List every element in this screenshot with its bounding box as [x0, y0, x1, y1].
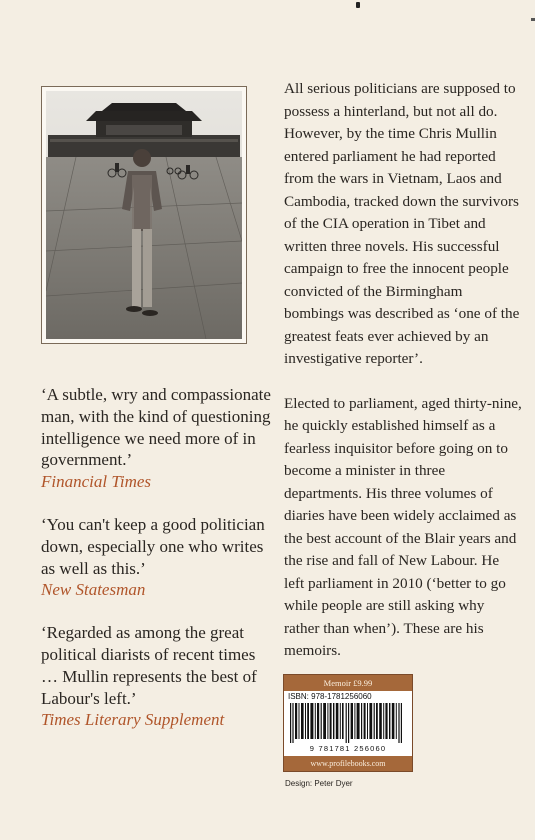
quote-source: Times Literary Supplement	[41, 710, 225, 730]
review-quote	[41, 514, 276, 601]
barcode-block	[283, 674, 413, 772]
quote-text: ‘Regarded as among the great political diarists of recent times … Mullin represents the best of Labour's left.’	[41, 623, 257, 708]
blurb-paragraph: All serious politicians are supposed to possess a hinterland, but not all do. However, by the time Chris Mullin entered parliament he had reported from the wars in Vietnam, Laos and Cambodia, tracked down the survivors of the CIA operation in Tibet and written three novels. His successful campaign to free the innocent people convicted of the Birmingham bombings was described as ‘one of the greatest feats ever achieved by an investigative reporter’.	[284, 80, 520, 367]
category-price: Memoir £9.99	[284, 675, 412, 691]
quote-text: ‘You can't keep a good politician down, especially one who writes as well as this.’	[41, 514, 265, 578]
barcode-icon	[288, 703, 408, 743]
isbn-label: ISBN: 978-1781256060	[288, 692, 372, 701]
review-quotes	[41, 384, 276, 752]
author-photo-image	[46, 91, 242, 339]
blurb-paragraph: Elected to parliament, aged thirty-nine, he quickly established himself as a fearless inquisitor before going on to become a minister in three departments. His three volumes of diaries have been widely acclaimed as the best account of the Blair years and the rise and fall of New Labour. He left parliament in 2010 (‘better to go while people are still asking why rather than when’). These are his memoirs.	[284, 394, 522, 659]
quote-source: Financial Times	[41, 472, 152, 492]
quote-source: New Statesman	[41, 580, 146, 600]
author-blurb	[284, 78, 522, 663]
barcode-digits: 9 781781 256060	[309, 744, 387, 753]
print-mark	[531, 18, 535, 21]
print-mark	[356, 2, 360, 8]
author-photo	[41, 86, 247, 344]
design-credit: Design: Peter Dyer	[285, 779, 353, 788]
review-quote	[41, 622, 276, 731]
quote-text: ‘A subtle, wry and compassionate man, with the kind of questioning intelligence we need more of in government.’	[41, 385, 271, 470]
review-quote	[41, 384, 276, 493]
publisher-url: www.profilebooks.com	[284, 756, 412, 771]
